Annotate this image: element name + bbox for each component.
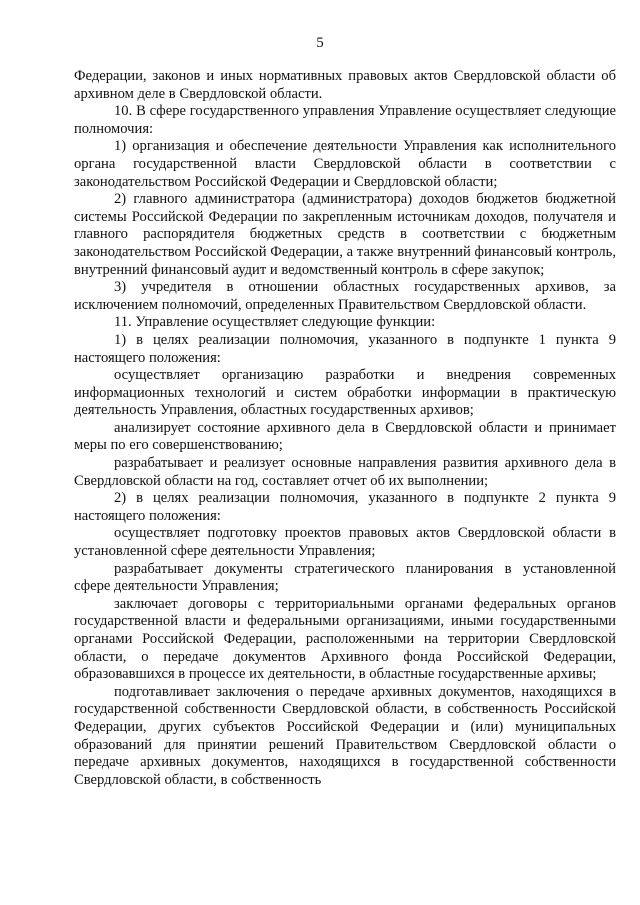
paragraph: осуществляет подготовку проектов правовых актов Свердловской области в установленной сфере деятельности Управления; — [74, 525, 616, 560]
paragraph: Федерации, законов и иных нормативных правовых актов Свердловской области об архивном деле в Свердловской области. — [74, 68, 616, 102]
paragraph: разрабатывает и реализует основные направления развития архивного дела в Свердловской области на год, составляет отчет об их выполнении; — [74, 455, 616, 489]
paragraph: подготавливает заключения о передаче архивных документов, находящихся в государственной собственности Свердловской области, в собственность Российской Федерации, других субъектов Российской Федерации и (или) муниципальных образований для принятии решений Правительством Свердловской области о передаче архивных документов, находящихся в государственной собственности Свердловской области, в собственность — [74, 683, 616, 788]
paragraph: 2) главного администратора (администратора) доходов бюджетов бюджетной системы Российской Федерации по закрепленным источникам доходов, получателя и главного распорядителя бюджетных средств в соответствии с бюджетным законодательством Российской Федерации, а также внутренний финансовый контроль, внутренний финансовый аудит и ведомственный контроль в сфере закупок; — [74, 191, 616, 278]
paragraph: 2) в целях реализации полномочия, указанного в подпункте 2 пункта 9 настоящего положения: — [74, 490, 616, 524]
paragraph: 10. В сфере государственного управления Управление осуществляет следующие полномочия: — [74, 103, 616, 137]
paragraph: разрабатывает документы стратегического планирования в установленной сфере деятельности Управления; — [74, 560, 616, 595]
paragraph: 1) в целях реализации полномочия, указанного в подпункте 1 пункта 9 настоящего положения: — [74, 331, 616, 366]
paragraph: осуществляет организацию разработки и внедрения современных информационных технологий и систем обработки информации в практическую деятельность Управления, областных государственных архивов; — [74, 367, 616, 419]
paragraph: 11. Управление осуществляет следующие функции: — [114, 314, 436, 331]
paragraph: 1) организация и обеспечение деятельности Управления как исполнительного органа государственной власти Свердловской области в соответствии с законодательством Российской Федерации и Свердловской области; — [74, 138, 616, 190]
page-number: 5 — [316, 35, 324, 51]
document-body — [74, 68, 616, 789]
paragraph: 3) учредителя в отношении областных государственных архивов, за исключением полномочий, определенных Правительством Свердловской области. — [74, 279, 616, 313]
paragraph: заключает договоры с территориальными органами федеральных органов государственной власти и федеральными организациями, иными государственными органами Российской Федерации, расположенными на территории Свердловской области, о передаче документов Архивного фонда Российской Федерации, образовавшихся в процессе их деятельности, в областные государственные архивы; — [74, 595, 616, 683]
paragraph: анализирует состояние архивного дела в Свердловской области и принимает меры по его совершенствованию; — [74, 419, 616, 454]
